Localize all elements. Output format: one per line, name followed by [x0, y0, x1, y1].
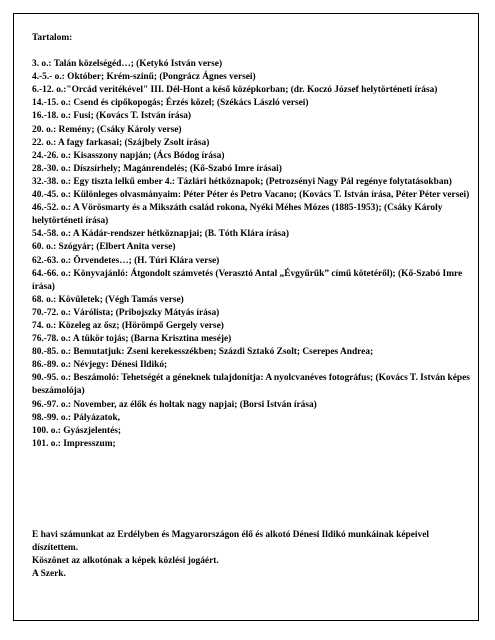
toc-entry: 16.-18. o.: Fusi; (Kovács T. István írása) [32, 111, 192, 122]
toc-entry: 32.-38. o.: Egy tiszta lelkű ember 4.: Tázlári hétköznapok; (Petrozsényi Nagy Pál regénye folytatásokban) [32, 176, 452, 187]
dedication-text: E havi számunkat az Erdélyben és Magyarországon élő és alkotó Dénesi Ildikó munkáinak képeivel díszítettem. [32, 529, 429, 553]
toc-entry: 68. o.: Kövületek; (Végh Tamás verse) [32, 294, 184, 305]
editor-note [32, 529, 470, 581]
toc-entry: 14.-15. o.: Csend és cipőkopogás; Érzés közel; (Székács László versei) [32, 98, 309, 109]
toc-entry: 40.-45. o.: Különleges olvasmányaim: Péter Péter és Petro Vacano; (Kovács T. István írása, Péter Péter versei) [32, 190, 470, 201]
toc-entry: 70.-72. o.: Várólista; (Pribojszky Mátyás írása) [32, 307, 220, 318]
toc-entry: 54.-58. o.: A Kádár-rendszer hétköznapjai; (B. Tóth Klára írása) [32, 229, 289, 240]
toc-entry: 62.-63. o.: Örvendetes…; (H. Túri Klára verse) [32, 255, 220, 266]
toc-entry: 3. o.: Talán közelségéd…; (Ketykó István verse) [32, 59, 223, 70]
toc-entry: 100. o.: Gyászjelentés; [32, 425, 122, 436]
toc-entry: 24.-26. o.: Kisasszony napján; (Ács Bódog írása) [32, 150, 225, 161]
toc-entry: 6.-12. o.:"Orcád verítékével" III. Dél-Hont a késő középkorban; (dr. Koczó József helytörténeti írása) [32, 85, 438, 96]
table-of-contents [32, 58, 470, 451]
toc-entry: 20. o.: Remény; (Csáky Károly verse) [32, 124, 182, 135]
document-content [32, 32, 470, 581]
toc-entry: 96.-97. o.: November, az élők és holtak nagy napjai; (Borsi István írása) [32, 399, 317, 410]
toc-entry: 22. o.: A fagy farkasai; (Szájbely Zsolt írása) [32, 137, 210, 148]
page-title: Tartalom: [32, 33, 73, 43]
toc-entry: 64.-66. o.: Könyvajánló: Átgondolt számvetés (Verasztó Antal „Évgyűrűk” című kötetéről); (Kő-Szabó Imre írása) [32, 268, 463, 292]
toc-entry: 101. o.: Impresszum; [32, 438, 116, 449]
toc-entry: 98.-99. o.: Pályázatok, [32, 412, 121, 423]
acknowledgement-text: Köszönet az alkotónak a képek közlési jogáért. [32, 556, 219, 567]
editor-signature: A Szerk. [32, 569, 66, 580]
toc-entry: 76.-78. o.: A tükör tojás; (Barna Krisztina meséje) [32, 334, 232, 345]
toc-entry: 80.-85. o.: Bemutatjuk: Zseni kerekesszékben; Százdi Sztakó Zsolt; Cserepes Andrea; [32, 347, 374, 358]
toc-entry: 60. o.: Szógyár; (Elbert Anita verse) [32, 242, 176, 253]
toc-entry: 4.-5.- o.: Október; Krém-szinű; (Pongrácz Ágnes versei) [32, 72, 256, 83]
toc-entry: 28.-30. o.: Díszsírhely; Magánrendelés; (Kő-Szabó Imre írásai) [32, 163, 282, 174]
toc-entry: 74. o.: Közeleg az ősz; (Hörömpő Gergely verse) [32, 320, 224, 331]
toc-entry: 90.-95. o.: Beszámoló: Tehetségét a géneknek tulajdonítja: A nyolcvanéves fotográfus; (Kovács T. István képes beszámolója) [32, 373, 470, 397]
toc-entry: 46.-52. o.: A Vörösmarty és a Mikszáth család rokona, Nyéki Méhes Mózes (1885-1953); (Csáky Károly helytörténeti írása) [32, 203, 443, 227]
toc-entry: 86.-89. o.: Névjegy: Dénesi Ildikó; [32, 360, 168, 371]
